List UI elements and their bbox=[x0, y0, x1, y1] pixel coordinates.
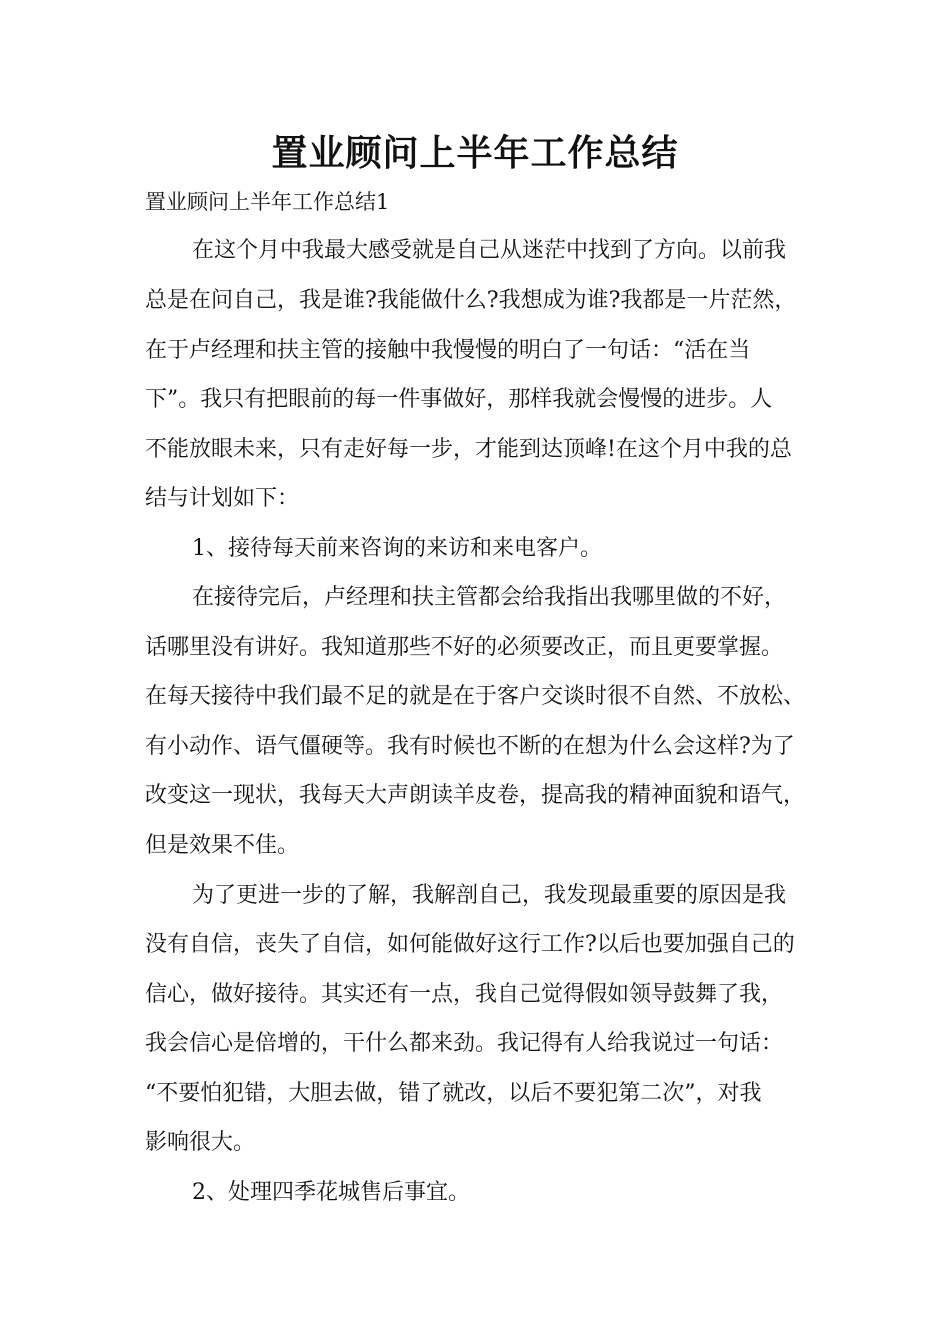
paragraph-line: 但是效果不佳。 bbox=[145, 833, 300, 858]
paragraph-line: 在接待完后，卢经理和扶主管都会给我指出我哪里做的不好， bbox=[192, 585, 787, 610]
paragraph-line: 在每天接待中我们最不足的就是在于客户交谈时很不自然、不放松、 bbox=[145, 684, 806, 709]
paragraph-line: 话哪里没有讲好。我知道那些不好的必须要改正，而且更要掌握。 bbox=[145, 635, 784, 660]
paragraph-line: 我会信心是倍增的，干什么都来劲。我记得有人给我说过一句话： bbox=[145, 1031, 784, 1056]
paragraph-line: 不能放眼未来，只有走好每一步，才能到达顶峰!在这个月中我的总 bbox=[145, 437, 792, 462]
paragraph-line: 下”。我只有把眼前的每一件事做好，那样我就会慢慢的进步。人 bbox=[145, 387, 773, 412]
paragraph-line: 没有自信，丧失了自信，如何能做好这行工作?以后也要加强自己的 bbox=[145, 932, 795, 957]
paragraph-line: 有小动作、语气僵硬等。我有时候也不断的在想为什么会这样?为了 bbox=[145, 734, 795, 759]
paragraph-line: 在这个月中我最大感受就是自己从迷茫中找到了方向。以前我 bbox=[192, 238, 787, 263]
document-title: 置业顾问上半年工作总结 bbox=[271, 132, 679, 174]
paragraph-line: 在于卢经理和扶主管的接触中我慢慢的明白了一句话：“活在当 bbox=[145, 338, 751, 363]
document-subtitle: 置业顾问上半年工作总结1 bbox=[145, 190, 390, 214]
paragraph-line: 结与计划如下： bbox=[145, 486, 300, 511]
paragraph-line: “不要怕犯错，大胆去做，错了就改，以后不要犯第二次”，对我 bbox=[145, 1081, 762, 1106]
list-item: 1、接待每天前来咨询的来访和来电客户。 bbox=[192, 536, 602, 561]
paragraph-line: 影响很大。 bbox=[145, 1130, 256, 1155]
paragraph-line: 为了更进一步的了解，我解剖自己，我发现最重要的原因是我 bbox=[192, 883, 787, 908]
paragraph-line: 改变这一现状，我每天大声朗读羊皮卷，提高我的精神面貌和语气， bbox=[145, 783, 806, 808]
list-item: 2、处理四季花城售后事宜。 bbox=[192, 1180, 470, 1205]
paragraph-line: 信心，做好接待。其实还有一点，我自己觉得假如领导鼓舞了我， bbox=[145, 982, 784, 1007]
paragraph-line: 总是在问自己，我是谁?我能做什么?我想成为谁?我都是一片茫然， bbox=[145, 288, 797, 313]
